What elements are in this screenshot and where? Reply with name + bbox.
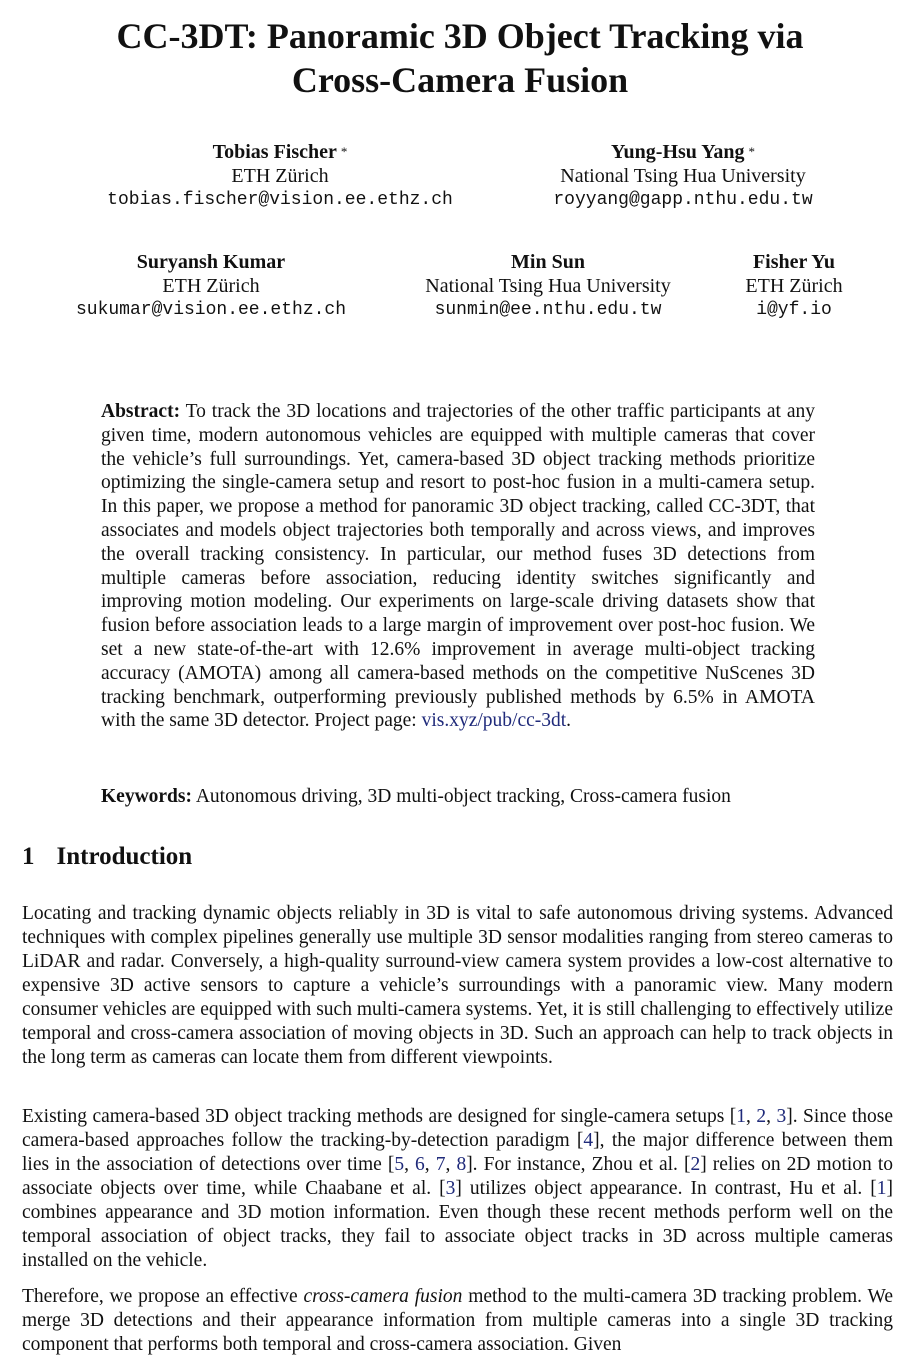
citation-link[interactable]: 1 — [736, 1106, 746, 1127]
abstract-label: Abstract: — [101, 401, 181, 422]
citation-link[interactable]: 2 — [756, 1106, 767, 1127]
body-paragraph — [22, 1285, 893, 1357]
section-number: 1 — [22, 843, 35, 870]
abstract — [101, 400, 815, 733]
title-line: CC-3DT: Panoramic 3D Object Tracking via — [116, 16, 804, 56]
body-paragraph — [22, 1105, 893, 1273]
citation-link[interactable]: 5 — [394, 1154, 405, 1175]
equal-contribution-mark: * — [748, 144, 756, 159]
paragraph-text: , — [746, 1106, 757, 1127]
author-affiliation: ETH Zürich — [162, 275, 260, 297]
author-email: sunmin@ee.nthu.edu.tw — [434, 300, 662, 320]
paragraph-text: method to the multi-camera 3D tracking problem. We merge 3D detections and their appearance information from multiple cameras into a single 3D tracking component that performs both temporal and cross-camera association. Given — [22, 1286, 893, 1355]
paragraph-text: ], the major difference between them lies in the association of detections over time [ — [22, 1130, 893, 1175]
paragraph-text: , — [766, 1106, 777, 1127]
abstract-end: . — [566, 710, 572, 732]
paragraph-text: , — [404, 1154, 416, 1175]
citation-link[interactable]: 1 — [876, 1178, 887, 1199]
author-affiliation: National Tsing Hua University — [560, 165, 806, 187]
keywords — [101, 785, 815, 809]
author-block — [107, 140, 453, 212]
citation-link[interactable]: 2 — [690, 1154, 701, 1175]
abstract-text: To track the 3D locations and trajectories of the other traffic participants at any given time, modern autonomous vehicles are equipped with multiple cameras that cover the vehicle’s full surroundings. Yet, camera-based 3D object tracking methods prioritize optimizing the single-camera setup and resort to post-hoc fusion in a multi-camera setup. In this paper, we propose a method for panoramic 3D object tracking, called CC-3DT, that associates and models object trajectories both temporally and across views, and improves the overall tracking consistency. In particular, our method fuses 3D detections from multiple cameras before association, reducing identity switches significantly and improving motion modeling. Our experiments on large-scale driving datasets show that fusion before association leads to a large margin of improvement over post-hoc fusion. We set a new state-of-the-art with 12.6% improvement in average multi-object tracking accuracy (AMOTA) among all camera-based methods on the competitive NuScenes 3D tracking benchmark, outperforming previously published methods by 6.5% in AMOTA with the same 3D detector. Project page: — [101, 401, 815, 732]
author-email: tobias.fischer@vision.ee.ethz.ch — [107, 190, 453, 210]
paragraph-text: , — [445, 1154, 457, 1175]
author-email: sukumar@vision.ee.ethz.ch — [75, 300, 347, 320]
paragraph-text: ]. Since those camera-based approaches follow the tracking-by-detection paradigm [ — [22, 1106, 894, 1151]
paragraph-text: ] combines appearance and 3D motion information. Even though these recent methods perform well on the temporal association of object tracks, they fail to associate object tracks in 3D across multiple cameras installed on the vehicle. — [22, 1178, 894, 1271]
citation-link[interactable]: 7 — [435, 1154, 446, 1175]
section-title: Introduction — [56, 843, 193, 870]
author-name: Tobias Fischer — [212, 141, 337, 163]
paragraph-text: , — [424, 1154, 436, 1175]
author-name: Yung-Hsu Yang — [610, 141, 745, 163]
author-block — [425, 250, 670, 322]
paragraph-text: Existing camera-based 3D object tracking methods are designed for single-camera setups [ — [22, 1106, 737, 1127]
equal-contribution-mark: * — [340, 144, 348, 159]
author-block — [553, 140, 812, 212]
keywords-label: Keywords: — [101, 786, 192, 807]
project-page-link[interactable]: vis.xyz/pub/cc-3dt — [421, 710, 567, 732]
keywords-text: Autonomous driving, 3D multi-object tracking, Cross-camera fusion — [195, 786, 731, 807]
citation-link[interactable]: 3 — [445, 1178, 456, 1199]
paper-title — [0, 14, 920, 102]
citation-link[interactable]: 3 — [776, 1106, 787, 1127]
citation-link[interactable]: 8 — [456, 1154, 467, 1175]
author-name: Fisher Yu — [752, 251, 836, 273]
author-name: Min Sun — [511, 251, 585, 273]
citation-link[interactable]: 6 — [415, 1154, 425, 1175]
author-affiliation: ETH Zürich — [745, 275, 843, 297]
author-email: i@yf.io — [756, 300, 832, 320]
author-affiliation: National Tsing Hua University — [425, 275, 671, 297]
author-name: Suryansh Kumar — [136, 251, 286, 273]
body-paragraph — [22, 902, 893, 1070]
title-line: Cross-Camera Fusion — [291, 60, 629, 100]
paragraph-text: ]. For instance, Zhou et al. [ — [466, 1154, 691, 1175]
citation-link[interactable]: 4 — [583, 1130, 594, 1151]
author-block — [76, 250, 346, 322]
author-affiliation: ETH Zürich — [231, 165, 329, 187]
author-block — [745, 250, 842, 322]
paragraph-text: Therefore, we propose an effective — [22, 1286, 304, 1307]
author-email: royyang@gapp.nthu.edu.tw — [553, 190, 813, 210]
paragraph-text: ] relies on 2D motion to associate objects over time, while Chaabane et al. [ — [22, 1154, 894, 1199]
section-heading — [22, 843, 192, 871]
emphasized-text: cross-camera fusion — [303, 1286, 463, 1307]
paragraph-text: ] utilizes object appearance. In contrast, Hu et al. [ — [455, 1178, 877, 1199]
paragraph-text: Locating and tracking dynamic objects reliably in 3D is vital to safe autonomous driving systems. Advanced techniques with complex pipelines generally use multiple 3D sensor modalities ranging from stereo cameras to LiDAR and radar. Conversely, a high-quality surround-view camera system provides a low-cost alternative to expensive 3D active sensors to capture a vehicle’s surroundings with a panoramic view. Many modern consumer vehicles are equipped with such multi-camera systems. Yet, it is still challenging to effectively utilize temporal and cross-camera association of moving objects in 3D. Such an approach can help to track objects in the long term as cameras can locate them from different viewpoints. — [22, 903, 893, 1068]
